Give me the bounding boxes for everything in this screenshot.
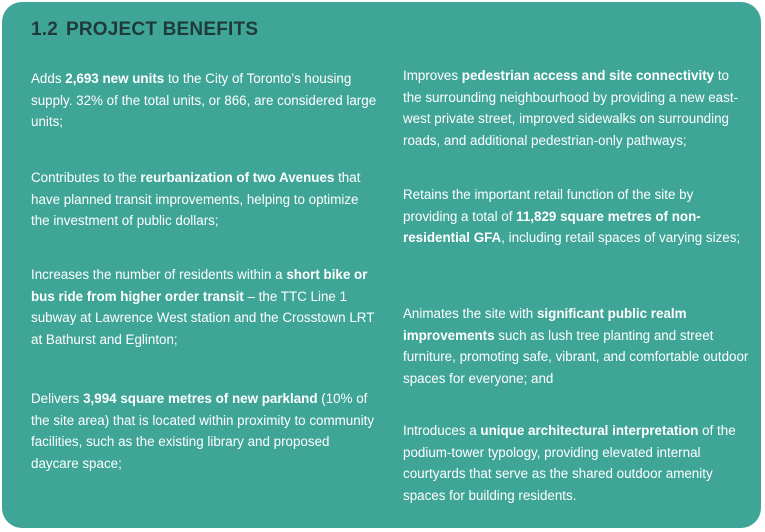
benefit-item-retail-function: Retains the important retail function of the site by providing a total of 11,829 square metres of non-residential GFA, including retail spaces of varying sizes; xyxy=(403,187,741,246)
project-benefits-panel xyxy=(2,2,761,528)
benefit-highlight: 11,829 square metres of non-residential GFA xyxy=(403,208,701,246)
benefit-item-pedestrian-access: Improves pedestrian access and site connectivity to the surrounding neighbourhood by providing a new east-west private street, improved sidewalks on surrounding roads, and additional pedestrian-only pathways; xyxy=(403,68,738,148)
benefit-highlight: unique architectural interpretation xyxy=(480,423,699,438)
section-number: 1.2 xyxy=(31,19,59,40)
section-title: PROJECT BENEFITS xyxy=(66,19,259,40)
benefit-item-parkland: Delivers 3,994 square metres of new parkland (10% of the site area) that is located within proximity to community facilities, such as the existing library and proposed daycare space; xyxy=(31,391,375,471)
benefit-item-architecture: Introduces a unique architectural interpretation of the podium-tower typology, providing elevated internal courtyards that serve as the shared outdoor amenity spaces for building residents. xyxy=(403,423,736,503)
benefit-highlight: reurbanization of two Avenues xyxy=(140,170,335,185)
section-heading xyxy=(31,19,258,41)
benefit-item-reurbanization: Contributes to the reurbanization of two Avenues that have planned transit improvements, helping to optimize the investment of public dollars; xyxy=(31,170,361,229)
benefit-highlight: significant public realm improvements xyxy=(403,306,687,343)
benefit-item-transit-access: Increases the number of residents within a short bike or bus ride from higher order transit – the TTC Line 1 subway at Lawrence West station and the Crosstown LRT at Bathurst and Eglinton; xyxy=(31,267,375,347)
benefit-highlight: short bike or bus ride from higher order transit xyxy=(31,267,368,304)
benefit-item-public-realm: Animates the site with significant public realm improvements such as lush tree planting and street furniture, promoting safe, vibrant, and comfortable outdoor spaces for everyone; and xyxy=(403,306,749,386)
benefit-highlight: 3,994 square metres of new parkland xyxy=(83,391,318,406)
benefit-highlight: pedestrian access and site connectivity xyxy=(461,68,715,83)
benefit-highlight: 2,693 new units xyxy=(65,71,165,86)
benefit-item-new-units: Adds 2,693 new units to the City of Toronto’s housing supply. 32% of the total units, or 866, are considered large units; xyxy=(31,71,377,130)
